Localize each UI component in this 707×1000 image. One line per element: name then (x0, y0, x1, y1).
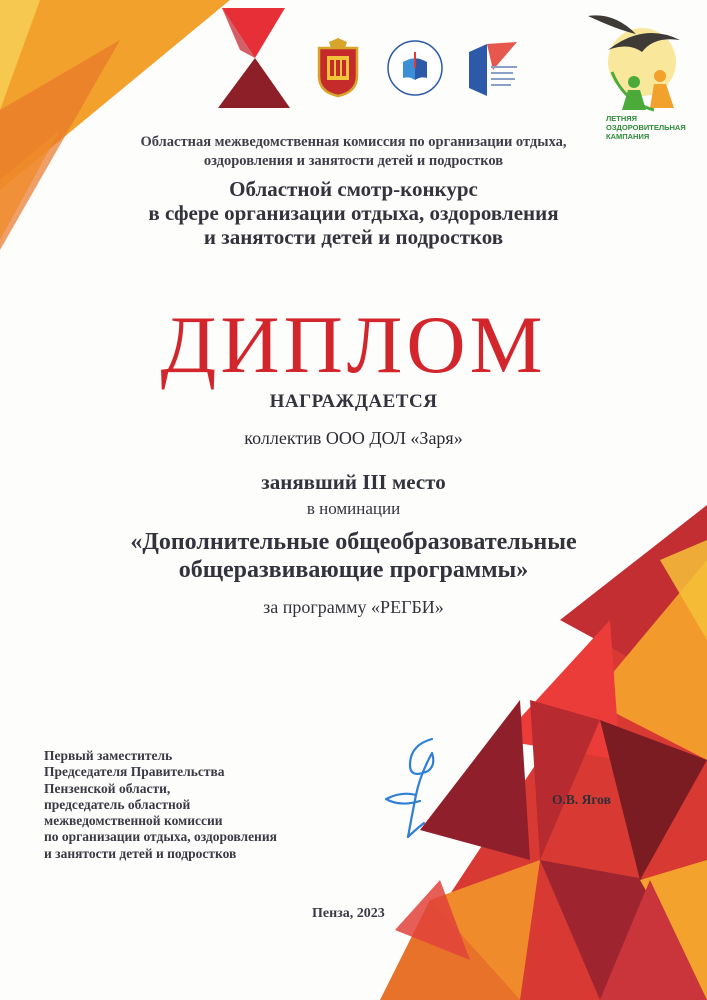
nomination-title (0, 528, 707, 584)
signer-name: О.В. Ягов (552, 792, 611, 807)
commission-line1: Областная межведомственная комиссия по организации отдыха, (140, 134, 567, 150)
nomination-line2: общеразвивающие программы» (178, 557, 529, 583)
signer-title-line: Пензенской области, (44, 780, 171, 796)
contest-line1: Областной смотр-конкурс (229, 177, 478, 201)
contest-line3: и занятости детей и подростков (203, 225, 504, 249)
signer-title-line: Первый заместитель (44, 748, 173, 763)
handwritten-signature (380, 735, 460, 845)
summer-health-campaign-logo (584, 12, 684, 114)
institute-logo (463, 40, 521, 100)
signer-title-line: межведомственной комиссии (44, 813, 223, 829)
place-year: Пенза, 2023 (312, 906, 385, 921)
camp-caption-line2: ОЗДОРОВИТЕЛЬНАЯ (606, 123, 686, 132)
penza-coat-of-arms-icon (315, 38, 361, 98)
nomination-label: в номинации (306, 499, 401, 518)
nomination-line1: «Дополнительные общеобразовательные (130, 529, 577, 555)
ministry-of-education-logo (385, 38, 445, 98)
place-awarded: занявший III место (261, 470, 446, 494)
diploma-title: ДИПЛОМ (160, 299, 547, 390)
contest-line2: в сфере организации отдыха, оздоровления (148, 201, 559, 225)
recipient-name: коллектив ООО ДОЛ «Заря» (244, 428, 463, 448)
signer-title-line: Председателя Правительства (44, 764, 225, 780)
camp-caption-line1: ЛЕТНЯЯ (606, 114, 638, 123)
signer-title-line: по организации отдыха, оздоровления (44, 829, 277, 845)
awarded-label: НАГРАЖДАЕТСЯ (269, 391, 438, 412)
commission-header (0, 133, 707, 171)
signer-title-line: председатель областной (44, 796, 191, 812)
signer-title-line: и занятости детей и подростков (44, 845, 237, 861)
program-name: за программу «РЕГБИ» (263, 597, 444, 617)
camp-caption-line3: КАМПАНИЯ (606, 132, 650, 141)
commission-line2: оздоровления и занятости детей и подростков (203, 153, 504, 169)
contest-title (0, 177, 707, 249)
signer-title (44, 748, 277, 862)
